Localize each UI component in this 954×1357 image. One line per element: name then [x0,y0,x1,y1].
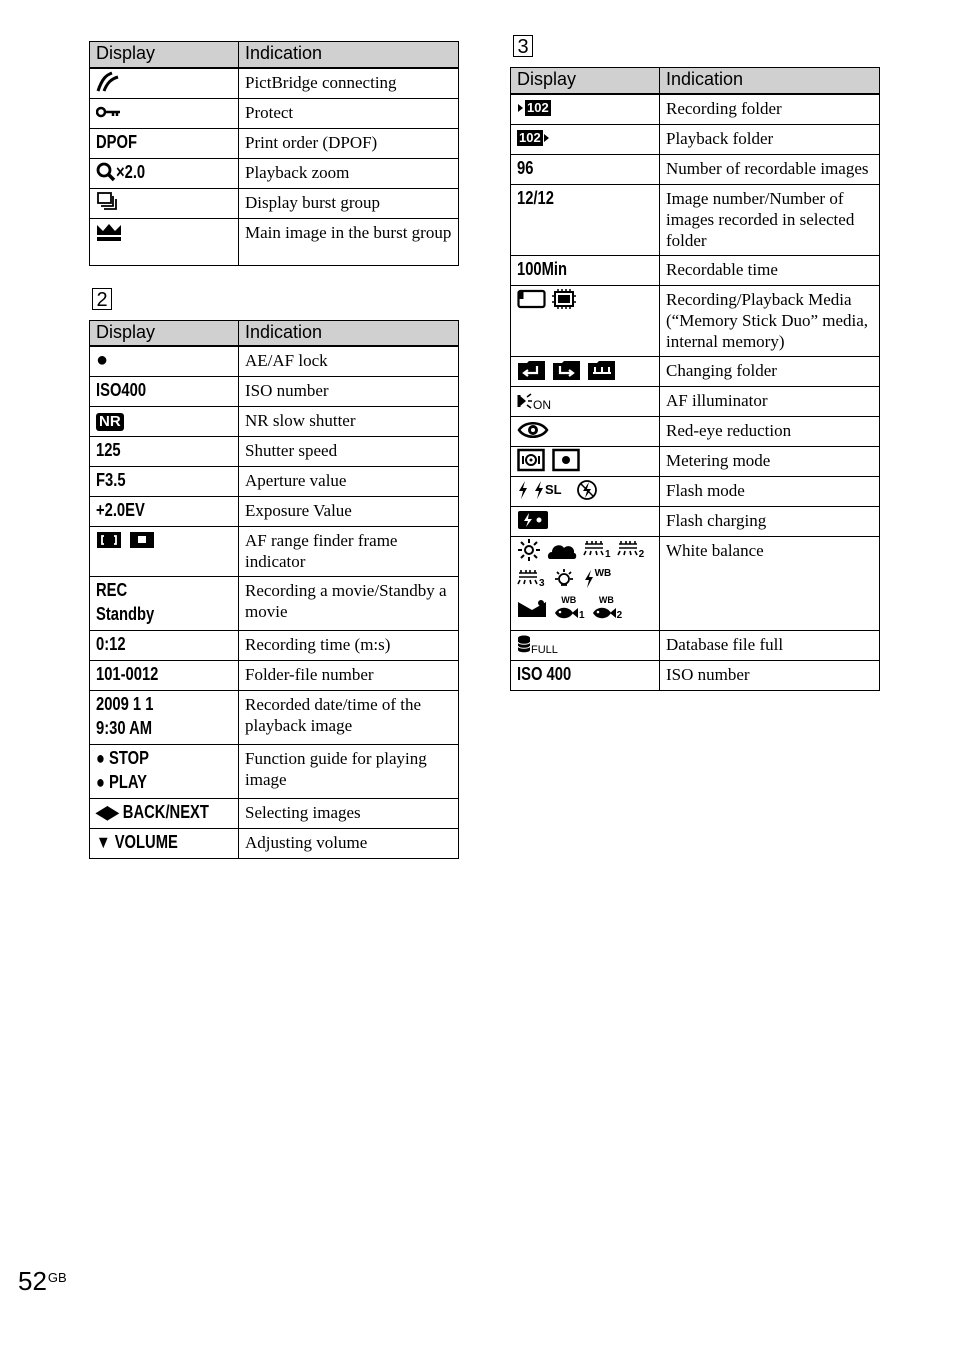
flash-slow-sync-icon [533,480,545,500]
table-row [90,631,459,661]
indication-cell: Flash mode [660,476,880,506]
burst-group-icon [96,191,120,213]
indication-cell: Red-eye reduction [660,416,880,446]
wb-label: 2 [616,609,623,621]
indication-cell: ISO number [660,660,880,690]
indication-cell: Metering mode [660,446,880,476]
key-icon [96,105,122,119]
time-label: 9:30 AM [96,718,153,738]
wb-label: 3 [539,577,545,589]
display-value: ISO400 [96,380,147,400]
header-display: Display [511,68,660,94]
indication-cell: Recordable time [660,255,880,285]
table-row [511,506,880,536]
indication-cell: ISO number [239,377,459,407]
table-row [511,416,880,446]
sun-icon [517,538,541,562]
table-row [511,255,880,285]
recording-folder-icon [517,99,525,117]
table-row [90,691,459,745]
indication-cell: Protect [239,98,459,128]
underwater-wb-icon [517,598,547,618]
table-row [511,184,880,255]
pictbridge-icon [96,71,122,93]
rec-label: REC [96,580,128,600]
indication-cell: Changing folder [660,356,880,386]
table-row [511,154,880,184]
table-row [90,218,459,265]
flash-off-icon [576,479,598,501]
indication-cell: Flash charging [660,506,880,536]
wb-label: 1 [605,548,611,560]
eye-icon [517,419,549,441]
magnifier-icon [96,162,116,182]
table-row [511,124,880,154]
table-row [90,188,459,218]
right-column [510,35,880,691]
indication-cell: Recording/Playback Media (“Memory Stick Duo” media, internal memory) [660,285,880,356]
indication-cell: Main image in the burst group [239,218,459,265]
nr-badge: NR [96,413,124,431]
table-row [90,98,459,128]
table-row [90,527,459,577]
indication-cell: Image number/Number of images recorded in selected folder [660,184,880,255]
indicator-table-1 [89,41,459,266]
table-row [90,346,459,377]
indication-cell: Playback folder [660,124,880,154]
indication-cell: Folder-file number [239,661,459,691]
display-value: 12/12 [517,187,554,208]
indication-cell: White balance [660,536,880,630]
standby-label: Standby [96,604,155,624]
indication-cell: Recording folder [660,94,880,125]
indicator-table-3 [510,67,880,691]
af-frame-icon [96,531,156,549]
header-indication: Indication [239,320,459,346]
indication-cell: Database file full [660,630,880,660]
page-number-value: 52 [18,1266,47,1296]
table-row [90,497,459,527]
fish-icon [591,605,617,621]
indication-cell: AF illuminator [660,386,880,416]
table-row [511,476,880,506]
table-row [90,377,459,407]
playback-folder-icon [543,129,551,147]
table-row [511,536,880,630]
indication-cell: Aperture value [239,467,459,497]
display-value: 101-0012 [96,664,159,684]
indication-cell: Exposure Value [239,497,459,527]
wb-label: 1 [579,609,585,621]
play-label: ● PLAY [96,772,148,792]
wb-label: WB [598,594,614,605]
ae-af-lock-dot: ● [96,349,109,371]
display-value: +2.0EV [96,500,145,520]
table-row [511,446,880,476]
indication-cell: Function guide for playing image [239,745,459,799]
flash-icon [517,480,529,500]
af-illuminator-icon [517,392,533,412]
indication-cell: Recording time (m:s) [239,631,459,661]
header-display: Display [90,42,239,68]
display-value: DPOF [96,131,138,152]
left-column [89,41,459,859]
display-value: 125 [96,440,121,460]
wb-label: WB [594,567,612,579]
section-number-2: 2 [92,288,112,310]
playback-folder-number: 102 [519,129,541,145]
flash-wb-icon [583,569,595,589]
indication-cell: AF range finder frame indicator [239,527,459,577]
table-row [90,437,459,467]
header-indication: Indication [660,68,880,94]
indication-cell: PictBridge connecting [239,68,459,99]
indication-cell: Playback zoom [239,158,459,188]
stop-label: ● STOP [96,748,149,768]
incandescent-icon [551,568,577,590]
indication-cell: Recording a movie/Standby a movie [239,577,459,631]
table-header [511,68,880,94]
indication-cell: Print order (DPOF) [239,128,459,158]
table-row [90,158,459,188]
fluorescent-icon [517,569,539,589]
table-row [90,467,459,497]
zoom-value: ×2.0 [116,161,146,182]
date-label: 2009 1 1 [96,694,154,714]
indication-cell: Number of recordable images [660,154,880,184]
display-value: 100Min [517,258,568,279]
indication-cell: Selecting images [239,799,459,829]
header-indication: Indication [239,42,459,68]
display-value: ISO 400 [517,663,572,684]
indication-cell: Shutter speed [239,437,459,467]
table-row [511,660,880,690]
table-row [511,356,880,386]
table-row [511,386,880,416]
table-row [90,829,459,859]
volume-label: ▼ VOLUME [96,832,178,852]
indication-cell: Recorded date/time of the playback image [239,691,459,745]
wb-label: 2 [638,548,645,560]
table-row [90,745,459,799]
table-header [90,42,459,68]
table-row [90,577,459,631]
af-illuminator-on: ON [533,397,551,412]
database-full-label: FULL [531,643,558,656]
indication-cell: AE/AF lock [239,346,459,377]
back-next-label: ◀▶ BACK/NEXT [96,802,209,822]
table-row [90,661,459,691]
table-row [90,128,459,158]
media-icon [517,288,579,310]
slow-sync-label: SL [545,481,562,497]
table-row [511,630,880,660]
fish-icon [553,605,579,621]
indication-cell: Adjusting volume [239,829,459,859]
table-row [511,285,880,356]
display-value: F3.5 [96,470,126,490]
cloud-icon [547,539,577,561]
page-suffix: GB [47,1270,67,1285]
display-value: 96 [517,157,534,178]
page-number [18,1266,67,1297]
display-value: 0:12 [96,634,126,654]
change-folder-icon [517,359,617,381]
table-row [90,407,459,437]
table-header [90,320,459,346]
table-row [511,94,880,125]
recording-folder-number: 102 [527,99,549,115]
crown-icon [96,222,122,242]
header-display: Display [90,320,239,346]
flash-charging-icon [517,510,549,530]
metering-icon [517,448,585,472]
fluorescent-icon [583,540,605,560]
wb-label: WB [561,594,577,605]
indication-cell: NR slow shutter [239,407,459,437]
indication-cell: Display burst group [239,188,459,218]
table-row [90,68,459,99]
table-row [90,799,459,829]
indicator-table-2 [89,320,459,860]
section-number-3: 3 [513,35,533,57]
database-icon [517,634,531,656]
fluorescent-icon [617,540,639,560]
